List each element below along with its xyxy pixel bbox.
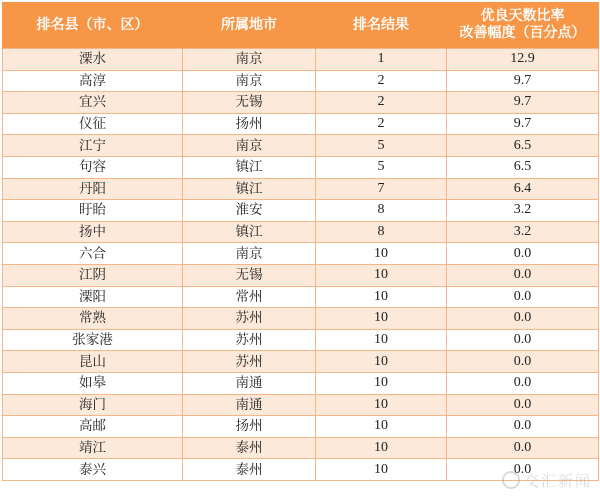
cell-rank: 10 [316, 459, 447, 481]
cell-city: 泰州 [183, 437, 316, 459]
cell-improvement: 3.2 [447, 221, 599, 243]
cell-county: 江宁 [3, 135, 183, 157]
table-row [3, 135, 599, 157]
cell-city: 常州 [183, 286, 316, 308]
table-row [3, 416, 599, 438]
header-improvement-line1: 优良天数比率 [480, 8, 565, 24]
table-row [3, 70, 599, 92]
header-county: 排名县（市、区） [3, 2, 183, 49]
cell-improvement: 9.7 [447, 92, 599, 114]
cell-rank: 10 [316, 416, 447, 438]
cell-city: 南京 [183, 49, 316, 71]
table-row [3, 178, 599, 200]
cell-county: 丹阳 [3, 178, 183, 200]
cell-city: 扬州 [183, 113, 316, 135]
table-row [3, 286, 599, 308]
cell-county: 如皋 [3, 372, 183, 394]
table-header [3, 2, 599, 49]
header-improvement [447, 2, 599, 49]
cell-county: 盱眙 [3, 200, 183, 222]
cell-improvement: 0.0 [447, 372, 599, 394]
cell-county: 溧阳 [3, 286, 183, 308]
table-row [3, 243, 599, 265]
cell-county: 高邮 [3, 416, 183, 438]
cell-county: 泰兴 [3, 459, 183, 481]
table-row [3, 113, 599, 135]
cell-city: 镇江 [183, 156, 316, 178]
cell-city: 苏州 [183, 308, 316, 330]
cell-rank: 10 [316, 351, 447, 373]
table-row [3, 329, 599, 351]
cell-rank: 5 [316, 135, 447, 157]
cell-rank: 10 [316, 243, 447, 265]
cell-city: 南京 [183, 70, 316, 92]
cell-city: 无锡 [183, 92, 316, 114]
cell-rank: 8 [316, 221, 447, 243]
cell-rank: 2 [316, 92, 447, 114]
cell-city: 无锡 [183, 264, 316, 286]
cell-city: 扬州 [183, 416, 316, 438]
cell-city: 南通 [183, 394, 316, 416]
cell-rank: 2 [316, 70, 447, 92]
cell-city: 苏州 [183, 351, 316, 373]
cell-improvement: 9.7 [447, 113, 599, 135]
cell-county: 句容 [3, 156, 183, 178]
cell-city: 苏州 [183, 329, 316, 351]
table-row [3, 437, 599, 459]
cell-county: 溧水 [3, 49, 183, 71]
cell-county: 昆山 [3, 351, 183, 373]
table-row [3, 92, 599, 114]
table-row [3, 372, 599, 394]
cell-county: 宜兴 [3, 92, 183, 114]
header-city: 所属地市 [183, 2, 316, 49]
cell-city: 南京 [183, 243, 316, 265]
watermark [502, 470, 592, 491]
cell-improvement: 0.0 [447, 351, 599, 373]
cell-improvement: 0.0 [447, 286, 599, 308]
cell-improvement: 0.0 [447, 416, 599, 438]
cell-rank: 10 [316, 286, 447, 308]
cell-city: 南京 [183, 135, 316, 157]
cell-improvement: 6.5 [447, 135, 599, 157]
cell-county: 海门 [3, 394, 183, 416]
table-row [3, 49, 599, 71]
table-row [3, 264, 599, 286]
cell-rank: 10 [316, 329, 447, 351]
header-improvement-line2: 改善幅度（百分点） [459, 25, 586, 41]
watermark-logo-icon [502, 471, 520, 489]
ranking-table [2, 2, 599, 481]
cell-improvement: 0.0 [447, 308, 599, 330]
cell-city: 淮安 [183, 200, 316, 222]
table-body [3, 49, 599, 481]
cell-city: 泰州 [183, 459, 316, 481]
cell-improvement: 3.2 [447, 200, 599, 222]
cell-improvement: 0.0 [447, 437, 599, 459]
cell-rank: 2 [316, 113, 447, 135]
ranking-table-container [2, 2, 598, 481]
cell-improvement: 0.0 [447, 243, 599, 265]
cell-improvement: 0.0 [447, 329, 599, 351]
cell-rank: 10 [316, 372, 447, 394]
cell-rank: 7 [316, 178, 447, 200]
cell-improvement: 9.7 [447, 70, 599, 92]
cell-county: 张家港 [3, 329, 183, 351]
table-row [3, 308, 599, 330]
cell-rank: 10 [316, 437, 447, 459]
cell-improvement: 0.0 [447, 394, 599, 416]
cell-county: 靖江 [3, 437, 183, 459]
cell-county: 高淳 [3, 70, 183, 92]
header-rank: 排名结果 [316, 2, 447, 49]
header-row [3, 2, 599, 49]
cell-city: 镇江 [183, 178, 316, 200]
table-row [3, 200, 599, 222]
cell-county: 江阴 [3, 264, 183, 286]
cell-improvement: 6.4 [447, 178, 599, 200]
cell-county: 六合 [3, 243, 183, 265]
cell-rank: 1 [316, 49, 447, 71]
cell-city: 南通 [183, 372, 316, 394]
cell-improvement: 12.9 [447, 49, 599, 71]
cell-improvement: 0.0 [447, 459, 599, 481]
cell-improvement: 0.0 [447, 264, 599, 286]
cell-county: 常熟 [3, 308, 183, 330]
table-row [3, 351, 599, 373]
table-row [3, 394, 599, 416]
cell-county: 仪征 [3, 113, 183, 135]
table-row [3, 221, 599, 243]
cell-rank: 8 [316, 200, 447, 222]
watermark-text: 交汇新闻 [523, 472, 592, 490]
cell-city: 镇江 [183, 221, 316, 243]
cell-improvement: 6.5 [447, 156, 599, 178]
cell-rank: 10 [316, 394, 447, 416]
cell-rank: 10 [316, 264, 447, 286]
cell-rank: 5 [316, 156, 447, 178]
cell-county: 扬中 [3, 221, 183, 243]
table-row [3, 156, 599, 178]
cell-rank: 10 [316, 308, 447, 330]
